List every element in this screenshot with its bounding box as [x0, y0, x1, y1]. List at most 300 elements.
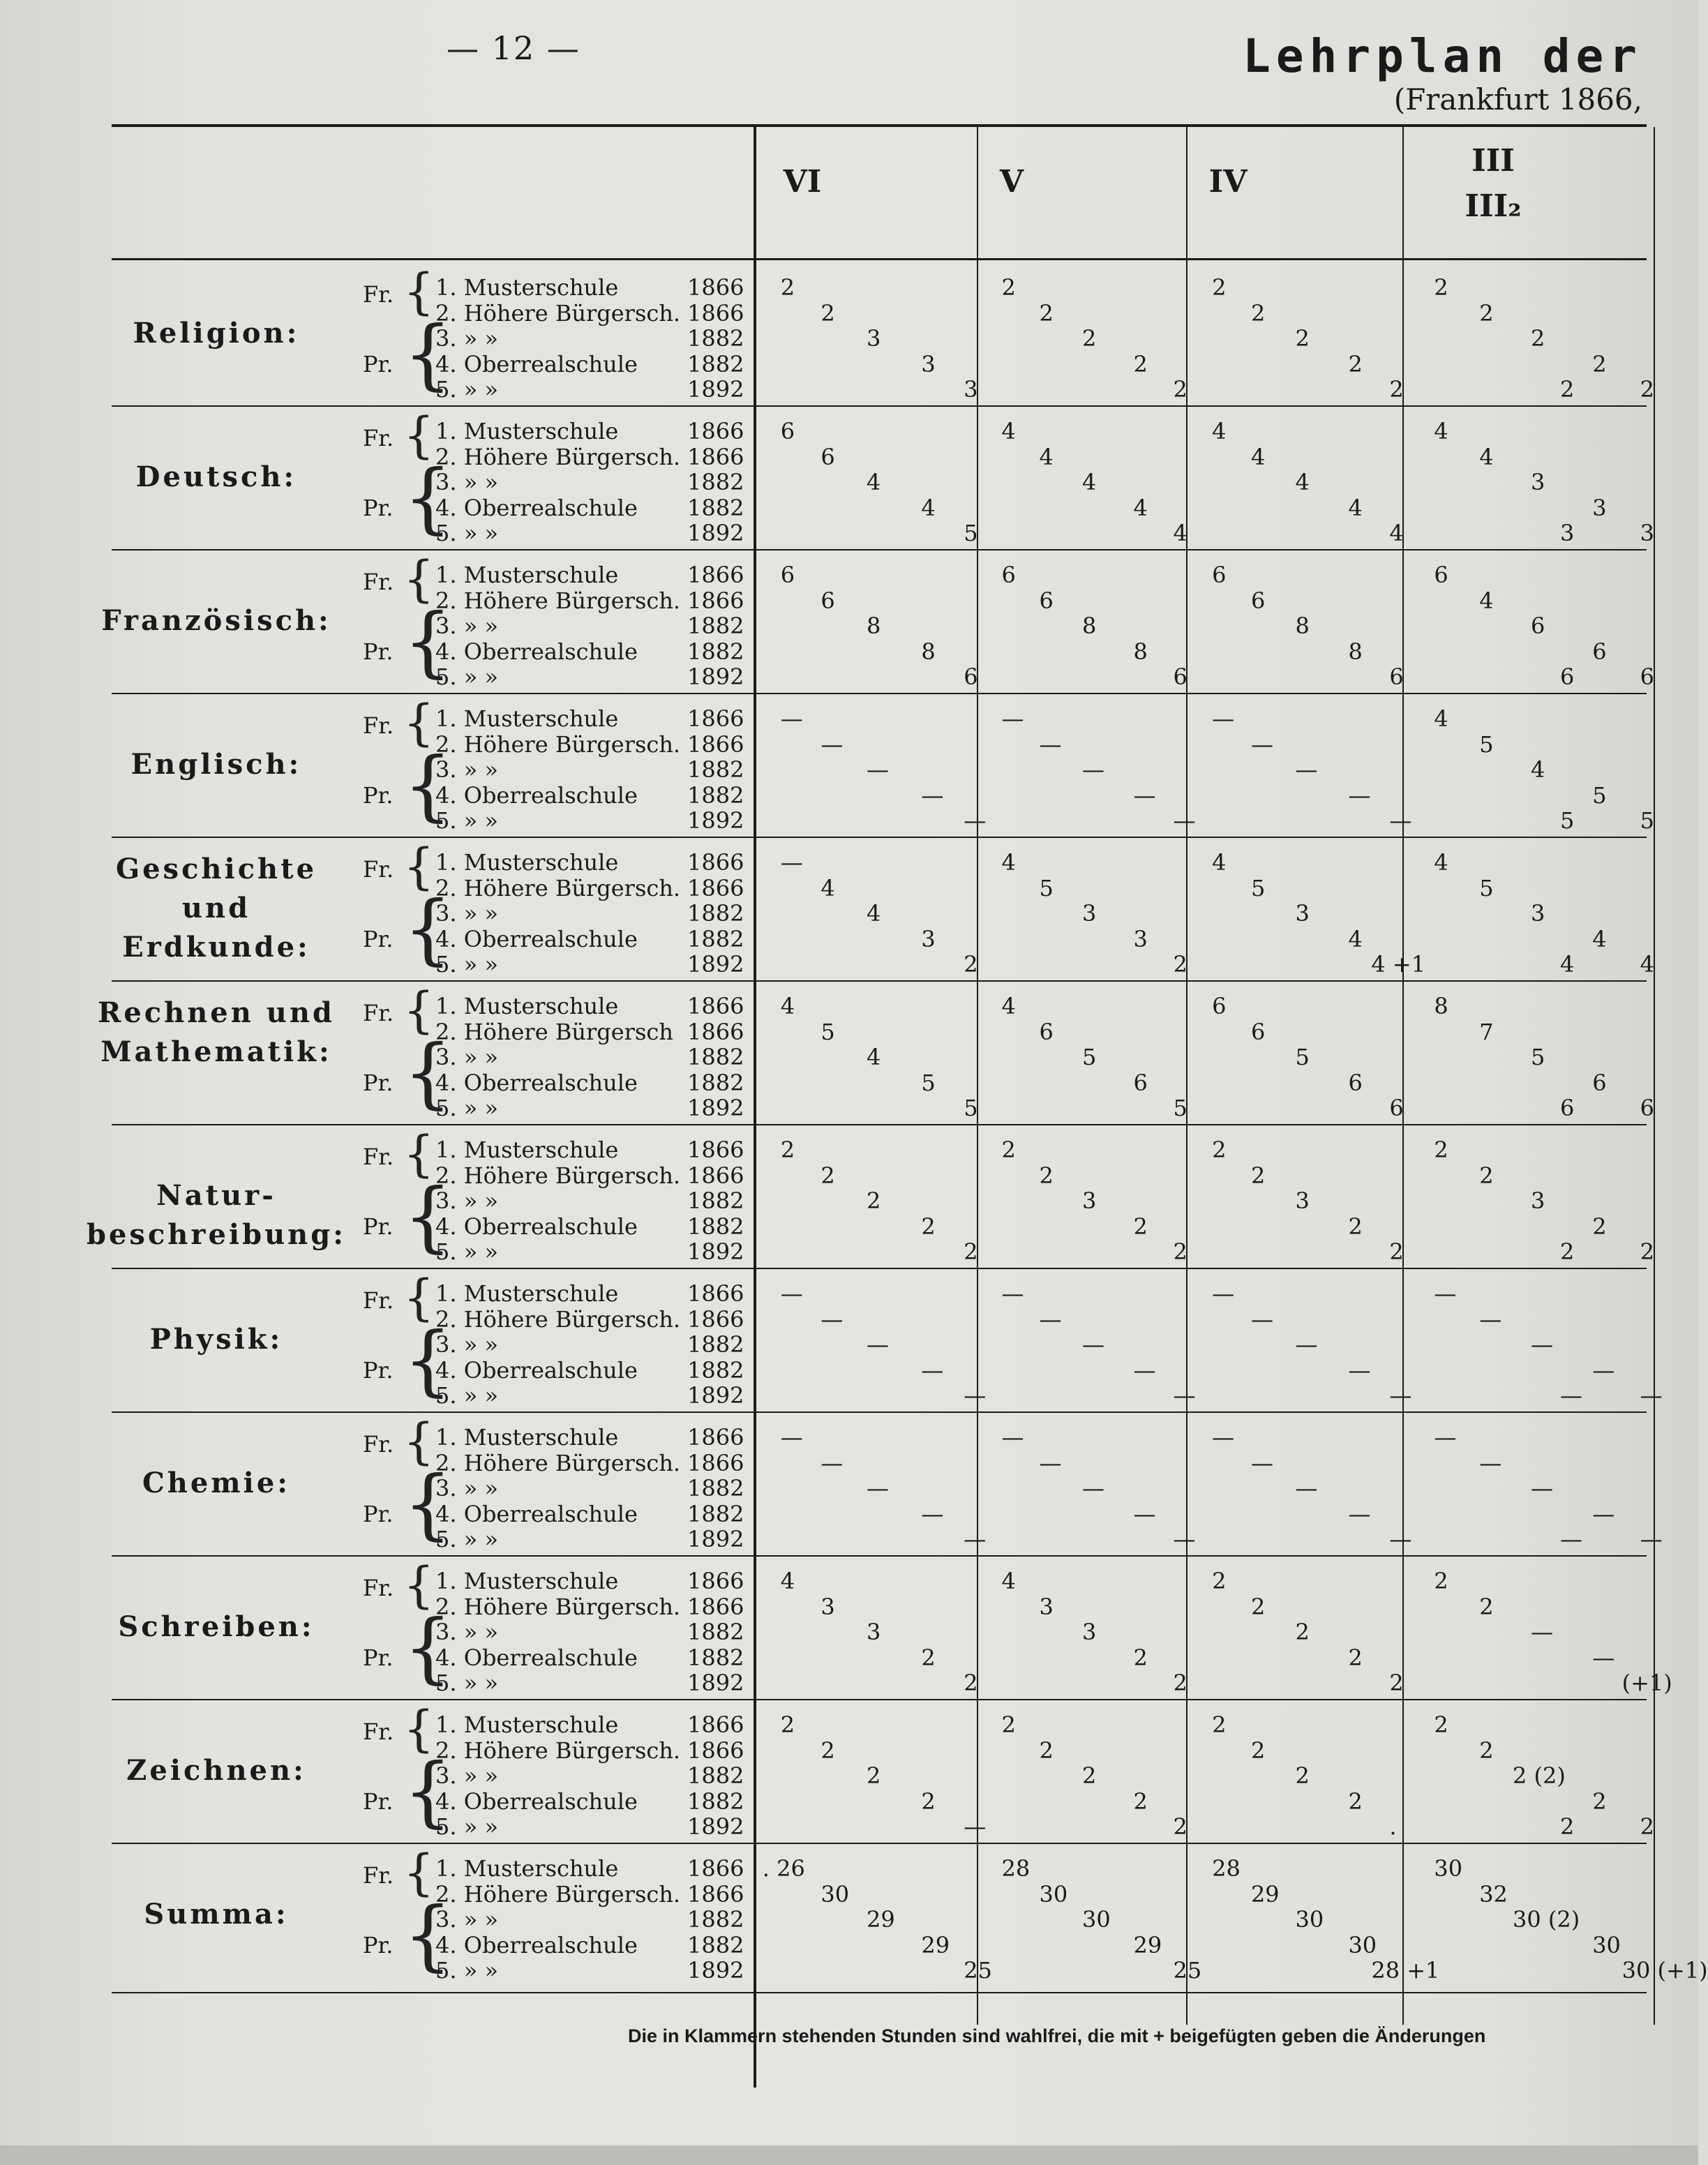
table-cell: 3 [921, 350, 936, 377]
table-cell: 2 [1082, 1762, 1097, 1789]
table-cell: 30 [1039, 1880, 1068, 1908]
column-rule [754, 127, 756, 2088]
column-header-3: IV [1208, 164, 1248, 200]
school-row-year: 1892 [687, 1382, 744, 1409]
table-cell: — [921, 1500, 944, 1527]
school-row-year: 1882 [687, 1906, 744, 1933]
table-cell: 6 [1640, 1095, 1654, 1121]
table-cell: 4 [1640, 951, 1654, 977]
table-cell: — [1212, 705, 1235, 732]
school-group-label: Fr. [363, 569, 394, 595]
table-cell: 25 [1173, 1957, 1202, 1984]
table-cell: 4 [867, 1044, 881, 1070]
table-cell: 6 [1001, 562, 1016, 588]
table-cell: — [1295, 1475, 1318, 1501]
table-cell: 3 [867, 325, 881, 352]
table-cell-extra: 2 [1560, 1238, 1575, 1265]
section-rule [112, 837, 1647, 838]
subject-name: Physik: [149, 1323, 283, 1356]
section-rule [112, 1124, 1647, 1125]
table-cell: 5 [1250, 874, 1266, 901]
table-cell: 3 [1082, 900, 1097, 927]
table-cell: 30 [821, 1880, 850, 1908]
table-cell: — [1250, 731, 1273, 758]
table-cell: 4 [1039, 443, 1054, 470]
table-cell: — [1479, 1449, 1502, 1476]
table-cell-extra: 2 [1560, 1813, 1575, 1840]
table-cell: 2 [780, 1137, 795, 1163]
table-cell: 30 [1592, 1931, 1621, 1958]
school-row-year: 1882 [687, 350, 744, 377]
table-cell: 2 [921, 1788, 936, 1815]
school-row-year: 1866 [687, 874, 744, 901]
school-group-label: Pr. [363, 1788, 394, 1815]
table-cell: — [1295, 1331, 1318, 1358]
table-cell: 32 [1479, 1880, 1508, 1908]
table-cell: 6 [1348, 1069, 1363, 1096]
table-cell: 2 [1039, 299, 1054, 327]
brace-icon: { [403, 1844, 435, 1901]
table-cell: 6 [1212, 562, 1227, 588]
school-row-label: 3. » » [435, 1331, 499, 1358]
school-row-label: 3. » » [435, 900, 499, 927]
table-cell: 3 [821, 1593, 835, 1620]
table-cell: 3 [1531, 469, 1545, 495]
school-group-label: Pr. [363, 1069, 394, 1096]
table-cell: 2 [1531, 325, 1545, 352]
table-cell: 6 [1434, 562, 1448, 588]
table-cell: 25 [964, 1957, 992, 1984]
table-cell: 2 [1212, 1137, 1227, 1163]
subject-name: Französisch: [101, 604, 331, 637]
table-cell: — [964, 1526, 987, 1552]
table-cell: — [780, 1280, 803, 1307]
table-cell: 4 [1434, 418, 1448, 444]
table-cell: 4 [821, 874, 835, 901]
brace-icon: { [403, 597, 452, 686]
table-cell: 2 [1133, 350, 1148, 377]
school-row-label: 1. Musterschule [435, 849, 619, 876]
table-cell: 2 [1212, 274, 1227, 301]
table-cell: 2 [1348, 1213, 1363, 1240]
table-cell: 2 [921, 1213, 936, 1240]
table-cell: 2 [1173, 376, 1188, 403]
table-cell: 2 [1295, 1619, 1310, 1645]
table-cell: 2 [1001, 274, 1016, 301]
table-cell: 4 [1001, 1568, 1016, 1594]
table-cell: — [1001, 1424, 1024, 1451]
table-cell: 29 [1250, 1880, 1280, 1908]
brace-icon: { [403, 1315, 452, 1404]
table-cell: 2 [921, 1644, 936, 1671]
table-cell-extra: 6 [1560, 1095, 1575, 1121]
table-cell: 5 [1592, 781, 1607, 809]
table-cell: 2 [821, 1737, 835, 1764]
table-cell: 3 [1082, 1188, 1097, 1214]
table-cell: 6 [1173, 664, 1188, 690]
table-cell: — [821, 731, 844, 758]
school-group-label: Pr. [363, 1931, 394, 1958]
table-cell: 6 [1389, 664, 1404, 690]
school-row-year: 1892 [687, 1957, 744, 1984]
school-row-label: 2. Höhere Bürgersch. [435, 299, 681, 327]
school-row-label: 3. » » [435, 1906, 499, 1933]
school-row-label: 1. Musterschule [435, 1137, 619, 1163]
table-cell: — [1592, 1500, 1615, 1527]
school-row-year: 1882 [687, 1500, 744, 1527]
school-row-year: 1866 [687, 274, 744, 301]
table-cell: 3 [1531, 900, 1545, 927]
section-rule [112, 1268, 1647, 1269]
table-cell: 8 [1348, 638, 1363, 665]
brace-icon: { [403, 263, 435, 320]
table-cell: 3 [1039, 1593, 1054, 1620]
table-cell: — [1295, 756, 1318, 783]
school-group-label: Pr. [363, 1500, 394, 1527]
school-row-year: 1866 [687, 1593, 744, 1620]
table-cell: — [1434, 1424, 1457, 1451]
table-cell: 2 [1250, 299, 1266, 327]
school-row-label: 5. » » [435, 1095, 499, 1121]
school-group-label: Fr. [363, 1144, 394, 1170]
table-cell: — [964, 1813, 987, 1840]
column-header-5: III₂ [1464, 188, 1522, 224]
school-group-label: Fr. [363, 856, 394, 883]
school-row-year: 1882 [687, 1475, 744, 1501]
brace-icon: { [403, 838, 435, 895]
table-cell: 4 [1348, 494, 1363, 521]
school-group-label: Pr. [363, 494, 394, 521]
section-rule [112, 1843, 1647, 1844]
table-cell: 2 [1640, 1238, 1654, 1265]
table-cell: 2 [1212, 1568, 1227, 1594]
school-row-year: 1866 [687, 1449, 744, 1476]
school-row-label: 2. Höhere Bürgersch. [435, 1593, 681, 1620]
school-row-label: 4. Oberrealschule [435, 350, 638, 377]
table-cell-extra: 3 [1560, 520, 1575, 546]
table-cell-extra: 5 [1560, 807, 1575, 834]
table-cell: 2 [1133, 1213, 1148, 1240]
school-row-year: 1866 [687, 1280, 744, 1307]
table-cell: — [1250, 1449, 1273, 1476]
table-cell: 2 [1173, 1238, 1188, 1265]
school-row-year: 1882 [687, 781, 744, 809]
brace-icon: { [403, 1413, 435, 1470]
table-cell: 3 [1640, 520, 1654, 546]
school-row-label: 4. Oberrealschule [435, 781, 638, 809]
school-row-year: 1892 [687, 520, 744, 546]
school-group-label: Fr. [363, 1575, 394, 1601]
school-group-label: Pr. [363, 925, 394, 952]
table-cell: 8 [921, 638, 936, 665]
school-row-year: 1882 [687, 900, 744, 927]
table-cell: 2 [1479, 1737, 1494, 1764]
subject-name: Englisch: [130, 748, 302, 781]
school-row-label: 3. » » [435, 613, 499, 639]
table-cell: 4 [921, 494, 936, 521]
school-row-year: 1866 [687, 587, 744, 614]
table-cell: 2 [1389, 1238, 1404, 1265]
table-cell: 6 [821, 443, 835, 470]
table-cell: — [1531, 1475, 1553, 1501]
table-cell: 4 [1212, 418, 1227, 444]
section-rule [112, 549, 1647, 550]
school-row-label: 3. » » [435, 1619, 499, 1645]
school-row-year: 1866 [687, 1711, 744, 1738]
table-cell: 28 +1 [1371, 1957, 1440, 1984]
table-cell: — [867, 1331, 889, 1358]
school-row-label: 3. » » [435, 1475, 499, 1501]
table-cell: 2 [1592, 1213, 1607, 1240]
brace-icon: { [403, 694, 435, 751]
table-cell: 2 [1001, 1137, 1016, 1163]
table-cell: 28 [1212, 1855, 1241, 1882]
table-cell: 5 [1173, 1095, 1188, 1121]
table-cell-extra: 2 [1560, 376, 1575, 403]
school-row-label: 2. Höhere Bürgersch. [435, 1737, 681, 1764]
school-row-year: 1892 [687, 376, 744, 403]
table-cell: . [1389, 1813, 1397, 1840]
school-row-label: 5. » » [435, 520, 499, 546]
table-cell-extra: — [1560, 1526, 1582, 1552]
table-cell: 2 [1348, 350, 1363, 377]
table-cell: 30 [1082, 1906, 1111, 1933]
subject-name: Natur-beschreibung: [87, 1179, 346, 1251]
table-cell: — [1133, 1356, 1156, 1384]
school-row-year: 1892 [687, 664, 744, 690]
school-row-label: 5. » » [435, 1813, 499, 1840]
school-row-label: 3. » » [435, 1762, 499, 1789]
brace-icon: { [403, 550, 435, 608]
table-cell: — [1531, 1619, 1553, 1645]
brace-icon: { [403, 982, 435, 1039]
table-cell: 2 [1389, 376, 1404, 403]
table-cell: 2 [1039, 1162, 1054, 1189]
table-cell: 2 [867, 1188, 881, 1214]
table-cell: 2 [1250, 1593, 1266, 1620]
table-cell: — [1133, 1500, 1156, 1527]
table-cell: 5 [1082, 1044, 1097, 1070]
table-cell: 2 [964, 1670, 978, 1696]
table-cell: 4 [867, 469, 881, 495]
column-header-4: III [1471, 143, 1515, 179]
table-cell: 2 [1640, 1813, 1654, 1840]
table-cell: 2 [1250, 1737, 1266, 1764]
table-cell: 2 [1479, 1162, 1494, 1189]
table-cell: — [964, 807, 987, 834]
school-row-year: 1882 [687, 925, 744, 952]
page-number: — 12 — [447, 29, 580, 67]
school-group-label: Fr. [363, 425, 394, 451]
table-cell: 2 [1640, 376, 1654, 403]
table-cell: — [780, 849, 803, 876]
school-row-label: 4. Oberrealschule [435, 1213, 638, 1240]
table-cell: — [964, 1382, 987, 1409]
table-cell: 4 [867, 900, 881, 927]
table-cell: 2 [1348, 1788, 1363, 1815]
school-row-year: 1866 [687, 849, 744, 876]
table-cell: 2 [1173, 1670, 1188, 1696]
section-rule [112, 1411, 1647, 1413]
table-cell: 2 [780, 1711, 795, 1738]
table-cell: 4 [1001, 418, 1016, 444]
school-row-year: 1882 [687, 1069, 744, 1096]
subject-name: Religion: [133, 317, 300, 350]
table-cell: 4 [1389, 520, 1404, 546]
table-cell: — [1173, 1382, 1196, 1409]
table-cell: — [1082, 756, 1104, 783]
table-cell: 2 [821, 1162, 835, 1189]
table-cell: 29 [921, 1931, 950, 1958]
school-row-label: 2. Höhere Bürgersch. [435, 1162, 681, 1189]
school-row-year: 1866 [687, 443, 744, 470]
school-row-year: 1866 [687, 1424, 744, 1451]
school-row-label: 3. » » [435, 469, 499, 495]
school-row-year: 1892 [687, 1095, 744, 1121]
table-cell: 6 [964, 664, 978, 690]
school-row-year: 1866 [687, 299, 744, 327]
table-cell: — [1173, 1526, 1196, 1552]
school-group-label: Pr. [363, 350, 394, 377]
table-cell: 5 [1039, 874, 1054, 901]
column-rule [1654, 127, 1655, 2025]
brace-icon: { [403, 1171, 452, 1261]
school-row-year: 1892 [687, 1813, 744, 1840]
school-group-label: Fr. [363, 281, 394, 308]
section-rule [112, 1699, 1647, 1700]
table-cell: 3 [1133, 925, 1148, 952]
brace-icon: { [403, 740, 452, 830]
table-cell: 4 [1434, 705, 1448, 732]
school-row-label: 4. Oberrealschule [435, 1500, 638, 1527]
table-cell: 3 [867, 1619, 881, 1645]
table-cell: — [1133, 781, 1156, 809]
school-row-label: 3. » » [435, 1188, 499, 1214]
table-cell: — [1173, 807, 1196, 834]
table-cell: 6 [1250, 587, 1266, 614]
table-cell: 28 [1001, 1855, 1031, 1882]
brace-icon: { [403, 1028, 452, 1117]
table-cell: — [1479, 1305, 1502, 1333]
table-cell: (+1) [1621, 1670, 1672, 1696]
table-cell: 4 [1173, 520, 1188, 546]
table-cell: — [1592, 1356, 1615, 1384]
school-row-label: 2. Höhere Bürgersch [435, 1018, 673, 1045]
school-row-year: 1866 [687, 1137, 744, 1163]
school-row-year: 1866 [687, 1568, 744, 1594]
school-row-label: 1. Musterschule [435, 418, 619, 444]
school-row-label: 2. Höhere Bürgersch. [435, 1880, 681, 1908]
school-row-year: 1866 [687, 705, 744, 732]
subject-name: Rechnen und Mathematik: [98, 996, 335, 1068]
table-cell: 4 [1434, 849, 1448, 876]
table-cell: 2 [1173, 951, 1188, 977]
brace-icon: { [403, 1269, 435, 1326]
school-row-year: 1866 [687, 1305, 744, 1333]
table-cell-extra: 6 [1560, 664, 1575, 690]
school-row-year: 1866 [687, 1880, 744, 1908]
school-row-year: 1892 [687, 1670, 744, 1696]
table-cell: — [867, 1475, 889, 1501]
table-cell: 4 [1348, 925, 1363, 952]
school-row-year: 1882 [687, 469, 744, 495]
table-cell: 6 [780, 418, 795, 444]
table-cell: 2 [1173, 1813, 1188, 1840]
table-cell: — [1531, 1331, 1553, 1358]
table-cell: 2 [964, 951, 978, 977]
subject-name: Geschichte und Erdkunde: [115, 853, 317, 964]
table-cell: — [1001, 1280, 1024, 1307]
school-row-label: 5. » » [435, 1382, 499, 1409]
school-row-year: 1882 [687, 1213, 744, 1240]
table-cell: 5 [1479, 731, 1494, 758]
subject-name: Summa: [144, 1898, 289, 1931]
table-cell: 8 [1133, 638, 1148, 665]
school-row-year: 1866 [687, 1855, 744, 1882]
table-cell: 8 [1295, 613, 1310, 639]
subject-name: Chemie: [142, 1467, 291, 1499]
table-cell: — [1348, 1356, 1371, 1384]
brace-icon: { [403, 1557, 435, 1614]
table-cell: 5 [921, 1069, 936, 1096]
table-cell: 4 [1212, 849, 1227, 876]
table-cell: — [1250, 1305, 1273, 1333]
table-cell: 2 [1212, 1711, 1227, 1738]
school-row-label: 3. » » [435, 756, 499, 783]
school-row-year: 1866 [687, 731, 744, 758]
table-cell: 30 [1348, 1931, 1377, 1958]
table-cell: 2 [1434, 1568, 1448, 1594]
school-group-label: Fr. [363, 1718, 394, 1745]
table-cell: 6 [1389, 1095, 1404, 1121]
school-row-label: 2. Höhere Bürgersch. [435, 874, 681, 901]
table-cell: — [1212, 1280, 1235, 1307]
table-cell: — [1389, 807, 1412, 834]
page-subtitle: (Frankfurt 1866, [1393, 82, 1642, 117]
table-cell: 2 [1479, 1593, 1494, 1620]
school-row-year: 1882 [687, 1331, 744, 1358]
table-cell: 2 [1039, 1737, 1054, 1764]
school-group-label: Fr. [363, 1287, 394, 1314]
school-row-year: 1866 [687, 562, 744, 588]
table-cell: 5 [821, 1018, 835, 1045]
table-cell: 6 [1039, 1018, 1054, 1045]
school-row-label: 2. Höhere Bürgersch. [435, 731, 681, 758]
school-group-label: Pr. [363, 1213, 394, 1240]
table-cell: 2 [867, 1762, 881, 1789]
column-rule [1186, 127, 1188, 2025]
school-row-year: 1882 [687, 1644, 744, 1671]
table-cell: 2 [1082, 325, 1097, 352]
section-rule [112, 980, 1647, 982]
school-row-year: 1882 [687, 1762, 744, 1789]
table-cell: 2 [1434, 1137, 1448, 1163]
school-row-year: 1882 [687, 325, 744, 352]
school-row-label: 1. Musterschule [435, 1711, 619, 1738]
school-row-label: 5. » » [435, 1670, 499, 1696]
table-cell: 4 [1250, 443, 1266, 470]
school-row-label: 1. Musterschule [435, 562, 619, 588]
school-row-label: 2. Höhere Bürgersch. [435, 587, 681, 614]
school-row-year: 1866 [687, 418, 744, 444]
table-cell: 3 [1295, 1188, 1310, 1214]
bottom-section-rule [112, 1992, 1647, 1993]
table-cell: 3 [1295, 900, 1310, 927]
table-cell: 5 [964, 520, 978, 546]
school-group-label: Pr. [363, 1356, 394, 1384]
school-group-label: Fr. [363, 1862, 394, 1889]
table-cell: 2 [964, 1238, 978, 1265]
